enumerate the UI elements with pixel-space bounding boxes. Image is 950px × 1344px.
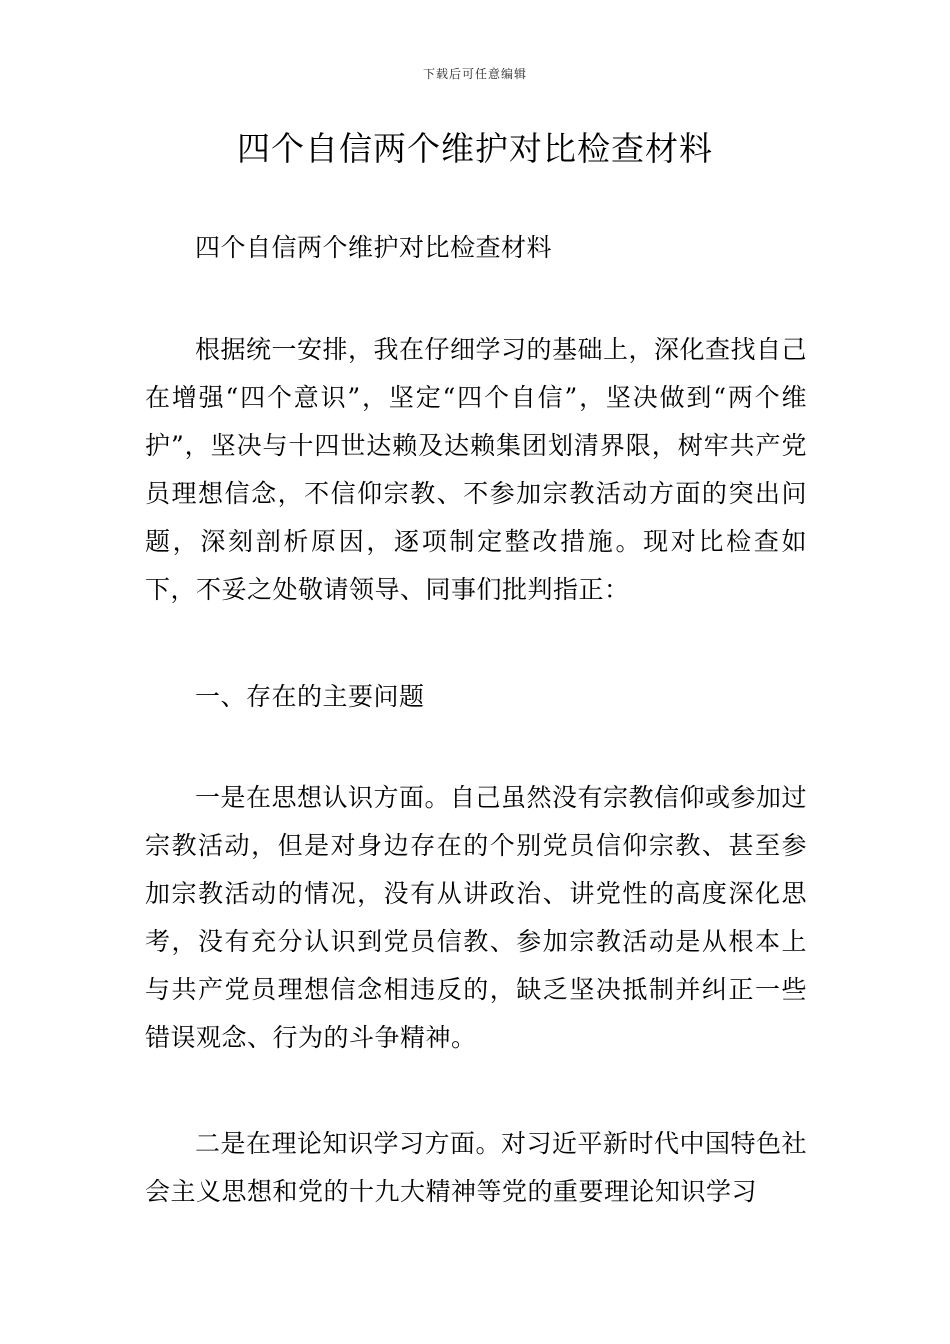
section-heading: 一、存在的主要问题 — [195, 682, 425, 711]
intro-paragraph: 根据统一安排，我在仔细学习的基础上，深化查找自己在增强“四个意识”，坚定“四个自信”，坚决做到“两个维护”，坚决与十四世达赖及达赖集团划清界限，树牢共产党员理想信念，不信仰宗教、不参加宗教活动方面的突出问题，深刻剖析原因，逐项制定整改措施。现对比检查如下，不妥之处敬请领导、同事们批判指正： — [145, 335, 808, 604]
issue-paragraph-2: 二是在理论知识学习方面。对习近平新时代中国特色社会主义思想和党的十九大精神等党的重要理论知识学习 — [145, 1129, 808, 1206]
document-title: 四个自信两个维护对比检查材料 — [237, 129, 713, 168]
issue-paragraph-1: 一是在思想认识方面。自己虽然没有宗教信仰或参加过宗教活动，但是对身边存在的个别党员信仰宗教、甚至参加宗教活动的情况，没有从讲政治、讲党性的高度深化思考，没有充分认识到党员信教、参加宗教活动是从根本上与共产党员理想信念相违反的，缺乏坚决抵制并纠正一些错误观念、行为的斗争精神。 — [145, 783, 808, 1052]
header-note: 下载后可任意编辑 — [422, 67, 527, 81]
document-subtitle: 四个自信两个维护对比检查材料 — [195, 233, 553, 262]
